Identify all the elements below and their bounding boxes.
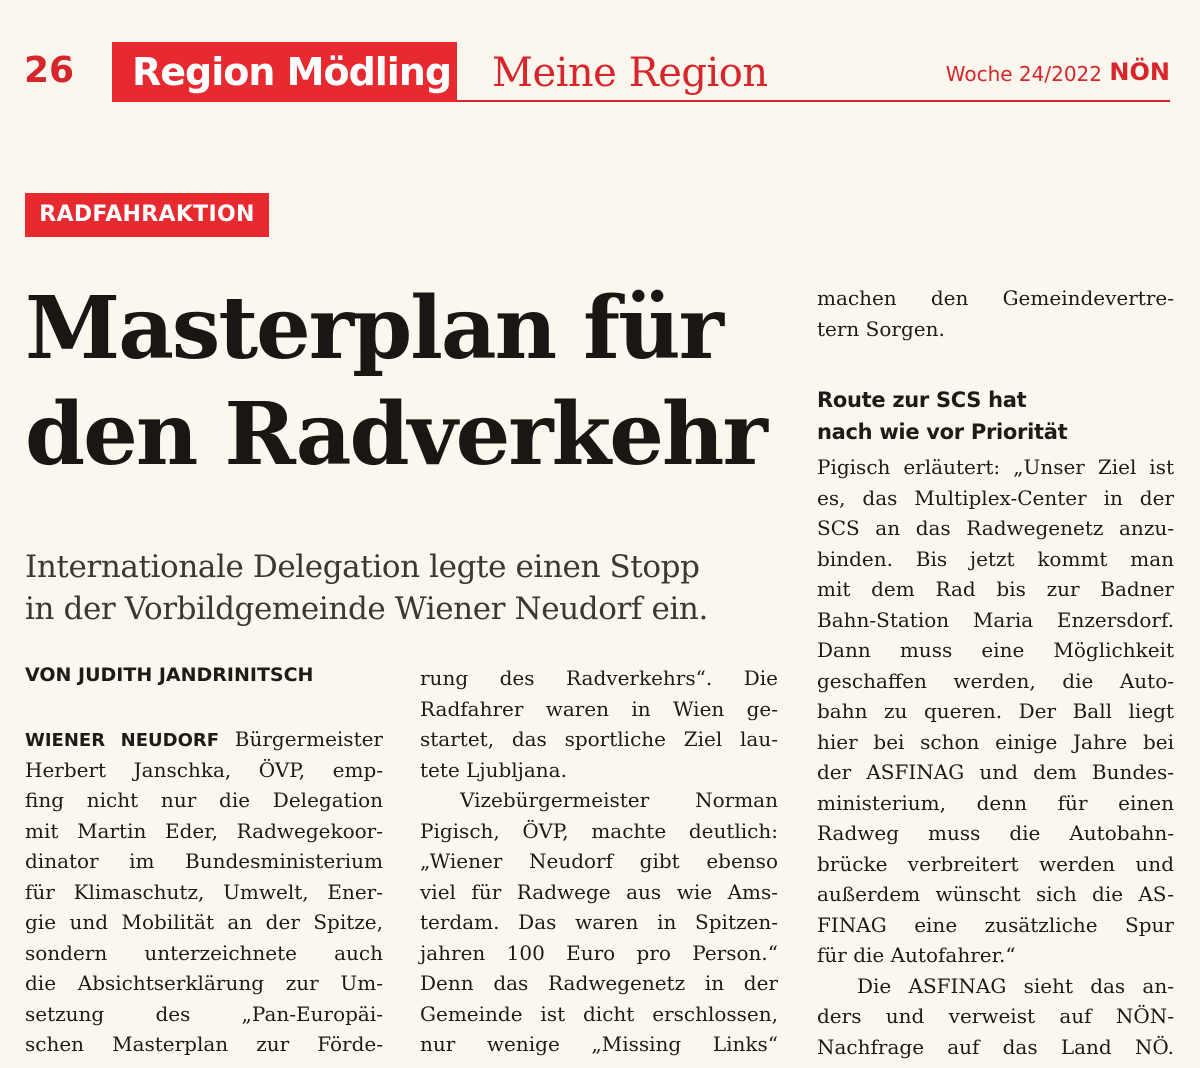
body-line: Gemeinde ist dicht erschlossen, (420, 1001, 778, 1026)
body-line: „Wiener Neudorf gibt ebenso (420, 849, 778, 873)
body-line: schen Masterplan zur Förde- (25, 1032, 383, 1056)
article-column-2 (420, 663, 778, 1060)
body-line: tern Sorgen. (817, 316, 945, 341)
publication-logo: NÖN (1109, 58, 1170, 86)
body-line: Radfahrer waren in Wien ge- (420, 696, 778, 721)
body-line: mit dem Rad bis zur Badner (817, 577, 1174, 601)
issue-date: Woche 24/2022 (945, 62, 1102, 86)
body-line: viel für Radwege aus wie Ams- (420, 879, 778, 904)
crosshead-line-2: nach wie vor Priorität (817, 420, 1068, 444)
body-line: sondern unterzeichnete auch (25, 940, 383, 965)
body-line: für Klimaschutz, Umwelt, Ener- (25, 879, 383, 904)
body-line: nur wenige „Missing Links“ (420, 1032, 778, 1056)
body-line: ministerium, denn für einen (817, 790, 1174, 815)
body-line: rung des Radverkehrs“. Die (420, 666, 778, 690)
body-line: außerdem wünscht sich die AS- (817, 882, 1174, 906)
body-line: Nachfrage auf das Land NÖ. (817, 1034, 1174, 1059)
body-line: Pigisch erläutert: „Unser Ziel ist (817, 455, 1174, 479)
page-header (0, 0, 1200, 110)
body-line: für die Autofahrer.“ (817, 943, 1016, 967)
article-byline: VON JUDITH JANDRINITSCH (25, 664, 314, 686)
dateline: WIENER NEUDORF (25, 730, 220, 751)
body-line: die Absichtserklärung zur Um- (25, 971, 383, 995)
header-rule (456, 100, 1170, 102)
body-line: FINAG eine zusätzliche Spur (817, 912, 1174, 937)
body-line: SCS an das Radwegenetz anzu- (817, 516, 1174, 540)
body-line: es, das Multiplex-Center in der (817, 485, 1174, 510)
body-line: binden. Bis jetzt kommt man (817, 546, 1174, 571)
body-line: Bahn-Station Maria Enzersdorf. (817, 607, 1174, 632)
body-line-text: Bürgermeister (219, 727, 383, 751)
article-kicker: RADFAHRAKTION (25, 193, 269, 237)
page-number: 26 (24, 50, 75, 91)
body-line: hier bei schon einige Jahre bei (817, 729, 1174, 754)
body-line: Dann muss eine Möglichkeit (817, 638, 1174, 662)
article-crosshead (817, 384, 1174, 448)
body-line: tete Ljubljana. (420, 757, 567, 782)
body-line: machen den Gemeindevertre- (817, 286, 1174, 310)
body-line: Denn das Radwegenetz in der (420, 971, 778, 995)
body-line: Radweg muss die Autobahn- (817, 821, 1174, 845)
body-line: Pigisch, ÖVP, machte deutlich: (420, 818, 778, 843)
section-title: Region Mödling (112, 42, 457, 102)
subsection-title: Meine Region (492, 50, 768, 96)
body-line: Die ASFINAG sieht das an- (857, 973, 1174, 998)
headline-line-1: Masterplan für (25, 278, 722, 379)
body-line: geschaffen werden, die Auto- (817, 668, 1174, 693)
article-headline (25, 276, 795, 488)
article-subhead (25, 546, 795, 630)
body-line: gie und Mobilität an der Spitze, (25, 910, 383, 934)
body-line: brücke verbreitert werden und (817, 851, 1174, 876)
body-line: Vizebürgermeister Norman (460, 788, 778, 812)
body-line: setzung des „Pan-Europäi- (25, 1001, 383, 1026)
article-column-1 (25, 724, 383, 1060)
subhead-line-2: in der Vorbildgemeinde Wiener Neudorf ein. (25, 591, 708, 627)
body-line: fing nicht nur die Delegation (25, 788, 383, 812)
subhead-line-1: Internationale Delegation legte einen Stopp (25, 549, 700, 585)
body-line: der ASFINAG und dem Bundes- (817, 760, 1174, 784)
crosshead-line-1: Route zur SCS hat (817, 388, 1027, 412)
body-line: startet, das sportliche Ziel lau- (420, 727, 778, 751)
body-line: bahn zu queren. Der Ball liegt (817, 699, 1174, 723)
body-line (25, 724, 383, 755)
body-line: dinator im Bundesministerium (25, 849, 383, 873)
body-line: ders und verweist auf NÖN- (817, 1004, 1174, 1028)
body-line: Herbert Janschka, ÖVP, emp- (25, 757, 383, 782)
body-line: jahren 100 Euro pro Person.“ (420, 940, 778, 965)
article-column-3 (817, 283, 1174, 1062)
body-line: terdam. Das waren in Spitzen- (420, 910, 778, 934)
body-line: mit Martin Eder, Radwegekoor- (25, 818, 383, 843)
headline-line-2: den Radverkehr (25, 384, 766, 485)
